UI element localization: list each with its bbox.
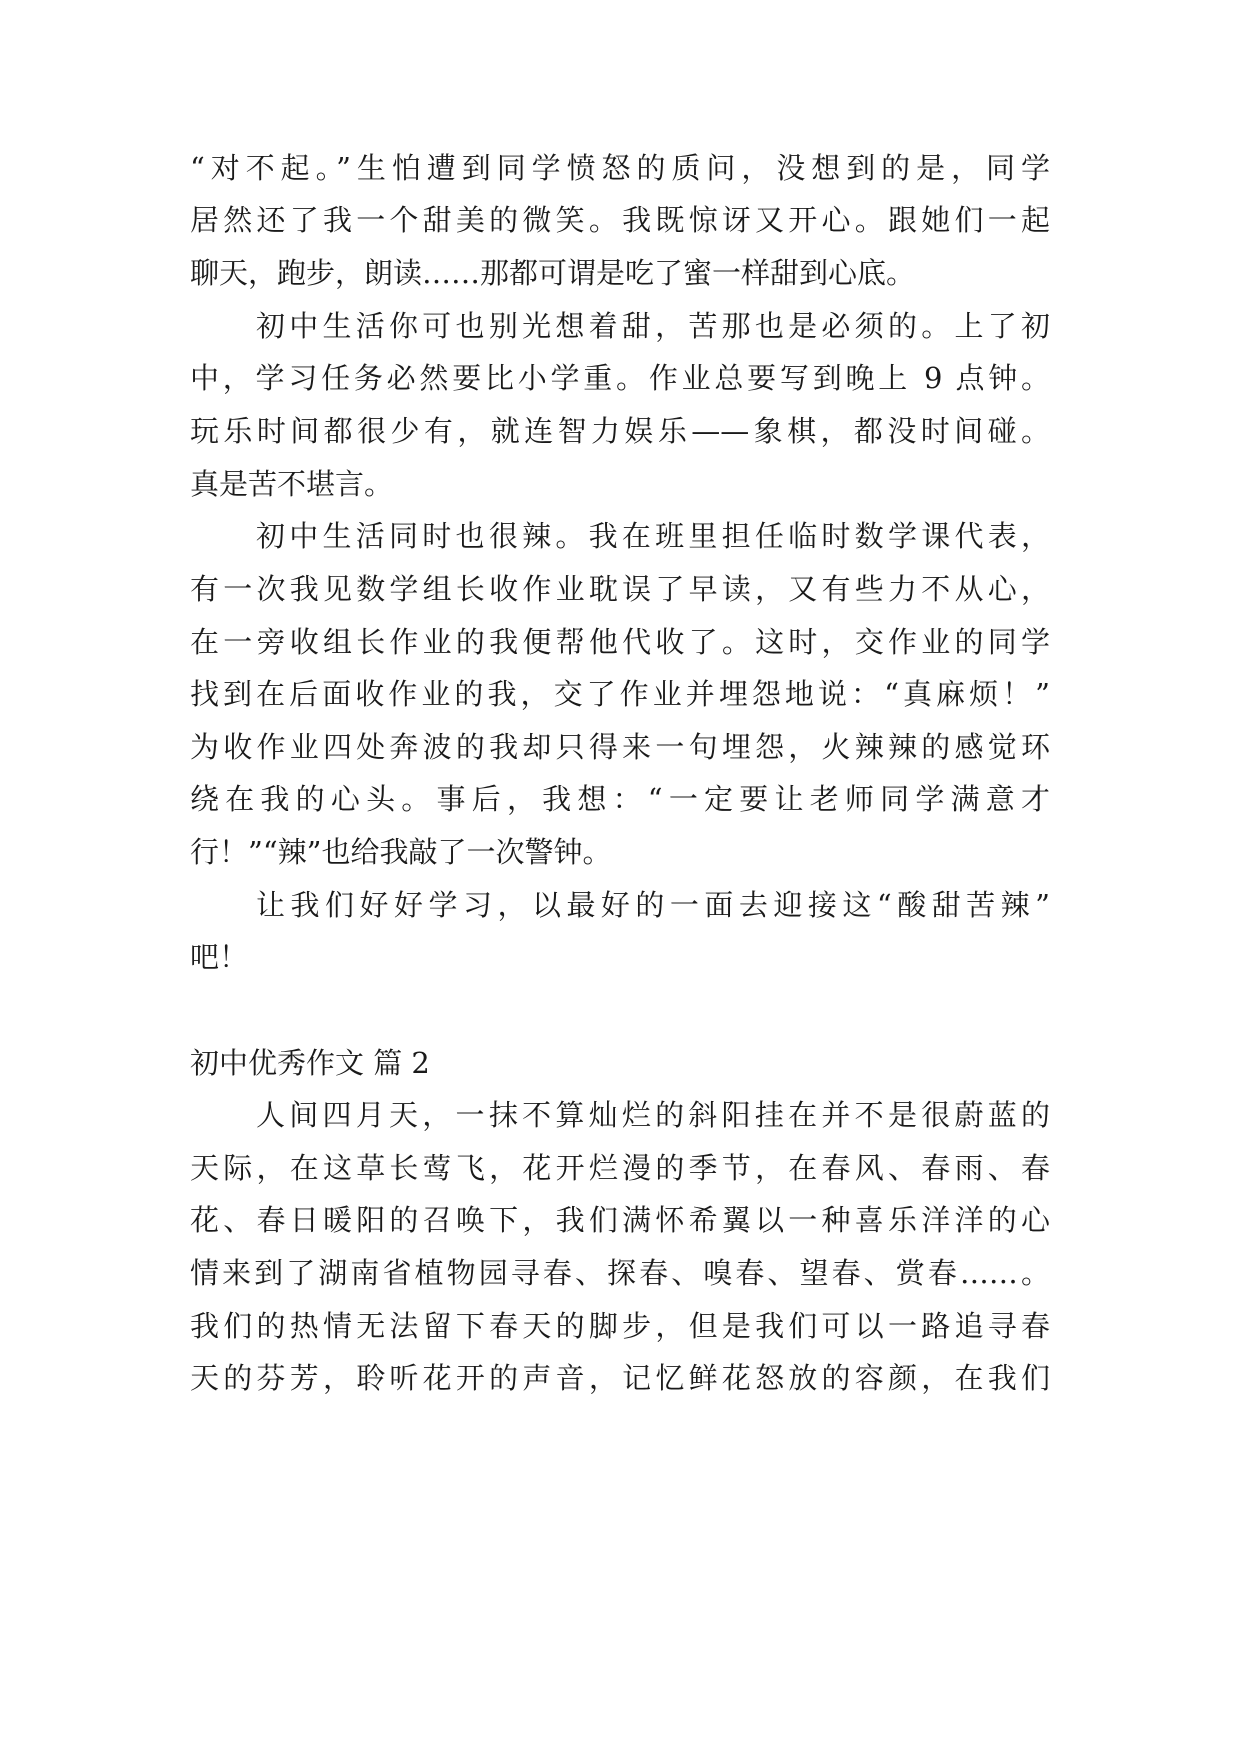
text-line: 天际，在这草长莺飞，花开烂漫的季节，在春风、春雨、春 (190, 1151, 1050, 1185)
text-line: 花、春日暖阳的召唤下，我们满怀希翼以一种喜乐洋洋的心 (190, 1203, 1050, 1237)
text-line: 初中生活你可也别光想着甜，苦那也是必须的。上了初 (256, 309, 1050, 343)
text-line: 在一旁收组长作业的我便帮他代收了。这时，交作业的同学 (190, 625, 1050, 659)
text-line: 我们的热情无法留下春天的脚步，但是我们可以一路追寻春 (190, 1309, 1050, 1343)
text-line: 玩乐时间都很少有，就连智力娱乐——象棋，都没时间碰。 (190, 414, 1050, 448)
text-line: 人间四月天，一抹不算灿烂的斜阳挂在并不是很蔚蓝的 (256, 1098, 1050, 1132)
text-line: 居然还了我一个甜美的微笑。我既惊讶又开心。跟她们一起 (190, 203, 1050, 237)
text-line: 真是苦不堪言。 (190, 467, 394, 501)
text-line: 让我们好好学习，以最好的一面去迎接这“酸甜苦辣” (256, 888, 1050, 922)
text-line: 初中生活同时也很辣。我在班里担任临时数学课代表， (256, 519, 1050, 553)
section-heading: 初中优秀作文 篇 2 (190, 1046, 430, 1080)
text-line: 情来到了湖南省植物园寻春、探春、嗅春、望春、赏春……。 (190, 1256, 1050, 1290)
text-line: 为收作业四处奔波的我却只得来一句埋怨，火辣辣的感觉环 (190, 730, 1050, 764)
text-line: 行！”“辣”也给我敲了一次警钟。 (190, 835, 612, 869)
text-line: 天的芬芳，聆听花开的声音，记忆鲜花怒放的容颜，在我们 (190, 1361, 1050, 1395)
text-line: 聊天，跑步，朗读……那都可谓是吃了蜜一样甜到心底。 (190, 256, 916, 290)
text-line: 绕在我的心头。事后，我想：“一定要让老师同学满意才 (190, 782, 1050, 816)
text-line: “对不起。”生怕遭到同学愤怒的质问，没想到的是，同学 (190, 151, 1050, 185)
text-line: 找到在后面收作业的我，交了作业并埋怨地说：“真麻烦！” (190, 677, 1050, 711)
text-line: 中，学习任务必然要比小学重。作业总要写到晚上 9 点钟。 (190, 361, 1050, 395)
text-line: 有一次我见数学组长收作业耽误了早读，又有些力不从心， (190, 572, 1050, 606)
text-line: 吧！ (190, 940, 249, 974)
